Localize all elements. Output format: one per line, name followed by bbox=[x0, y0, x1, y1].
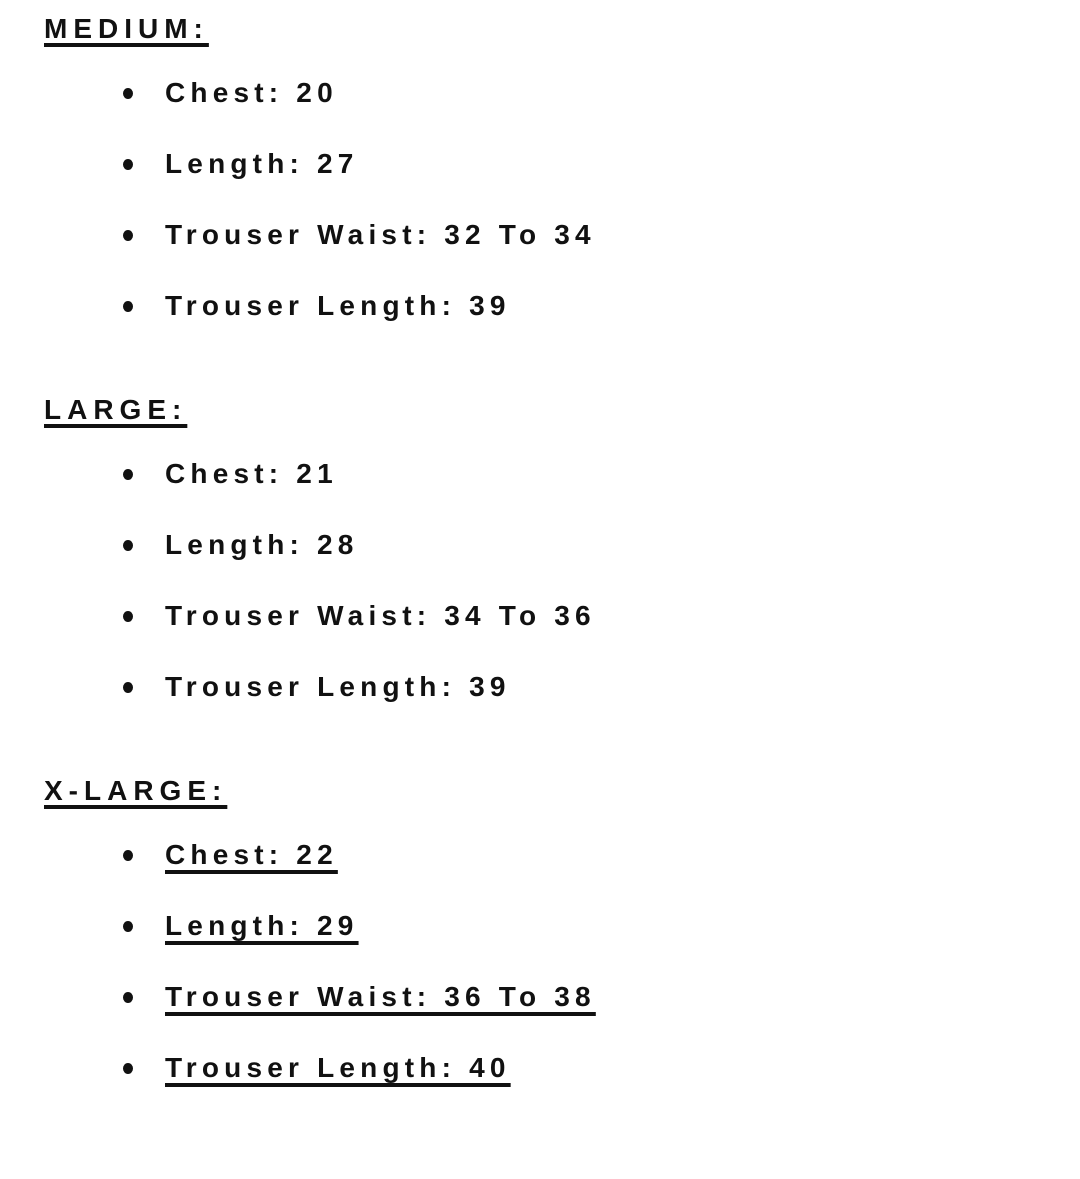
size-list-item-text: Trouser Waist: 36 To 38 bbox=[165, 981, 596, 1012]
size-list-item-text: Length: 28 bbox=[165, 529, 359, 560]
size-list bbox=[44, 457, 1080, 704]
size-heading: X-LARGE: bbox=[44, 775, 228, 806]
size-list-item bbox=[44, 218, 1080, 252]
size-list-item-text: Trouser Waist: 34 To 36 bbox=[165, 600, 596, 631]
size-list-item-text: Trouser Length: 39 bbox=[165, 290, 511, 321]
size-heading: MEDIUM: bbox=[44, 13, 209, 44]
size-list-item-text: Trouser Length: 40 bbox=[165, 1052, 511, 1083]
size-list-item-text: Length: 29 bbox=[165, 910, 359, 941]
size-list-item bbox=[44, 289, 1080, 323]
size-list-item-text: Length: 27 bbox=[165, 148, 359, 179]
size-list-item bbox=[44, 838, 1080, 872]
size-list-item-text: Chest: 22 bbox=[165, 839, 338, 870]
size-list-item bbox=[44, 980, 1080, 1014]
size-section bbox=[44, 393, 1080, 704]
size-list-item-text: Chest: 20 bbox=[165, 77, 338, 108]
size-list-item-text: Trouser Waist: 32 To 34 bbox=[165, 219, 596, 250]
size-list-item bbox=[44, 909, 1080, 943]
size-list-item-text: Trouser Length: 39 bbox=[165, 671, 511, 702]
size-list bbox=[44, 76, 1080, 323]
size-list bbox=[44, 838, 1080, 1085]
size-section bbox=[44, 12, 1080, 323]
size-list-item bbox=[44, 670, 1080, 704]
size-list-item bbox=[44, 1051, 1080, 1085]
size-list-item bbox=[44, 76, 1080, 110]
size-list-item-text: Chest: 21 bbox=[165, 458, 338, 489]
size-list-item bbox=[44, 599, 1080, 633]
size-list-item bbox=[44, 528, 1080, 562]
size-heading: LARGE: bbox=[44, 394, 188, 425]
size-section bbox=[44, 774, 1080, 1085]
size-list-item bbox=[44, 147, 1080, 181]
size-list-item bbox=[44, 457, 1080, 491]
